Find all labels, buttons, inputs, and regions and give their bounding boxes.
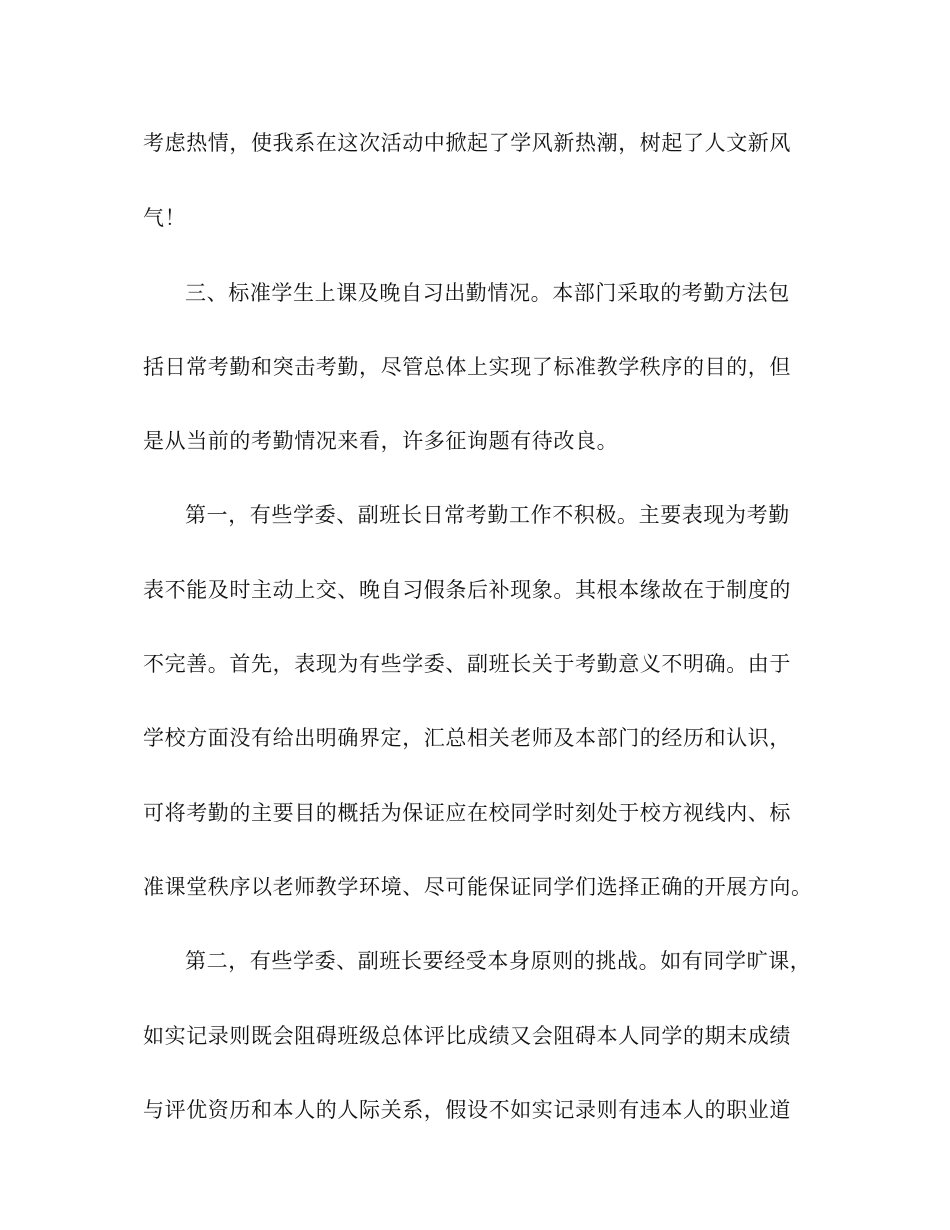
text-line-4: 括日常考勤和突击考勤，尽管总体上实现了标准教学秩序的目的，但 (143, 355, 791, 379)
text-line-3: 三、标准学生上课及晚自习出勤情况。本部门采取的考勤方法包 (185, 281, 790, 305)
text-line-2: 气！ (143, 206, 187, 230)
text-line-8: 不完善。首先，表现为有些学委、副班长关于考勤意义不明确。由于 (143, 652, 791, 676)
text-line-11: 准课堂秩序以老师教学环境、尽可能保证同学们选择正确的开展方向。 (143, 875, 813, 899)
text-line-14: 与评优资历和本人的人际关系，假设不如实记录则有违本人的职业道 (143, 1098, 791, 1122)
text-line-10: 可将考勤的主要目的概括为保证应在校同学时刻处于校方视线内、标 (143, 801, 791, 825)
text-line-5: 是从当前的考勤情况来看，许多征询题有待改良。 (143, 429, 619, 453)
text-line-13: 如实记录则既会阻碍班级总体评比成绩又会阻碍本人同学的期末成绩 (143, 1024, 791, 1048)
text-line-7: 表不能及时主动上交、晚自习假条后补现象。其根本缘故在于制度的 (143, 578, 791, 602)
text-line-1: 考虑热情，使我系在这次活动中掀起了学风新热潮，树起了人文新风 (143, 131, 791, 155)
text-line-6: 第一，有些学委、副班长日常考勤工作不积极。主要表现为考勤 (185, 503, 790, 527)
text-line-12: 第二，有些学委、副班长要经受本身原则的挑战。如有同学旷课， (185, 949, 812, 973)
text-line-9: 学校方面没有给出明确界定，汇总相关老师及本部门的经历和认识， (143, 726, 791, 750)
